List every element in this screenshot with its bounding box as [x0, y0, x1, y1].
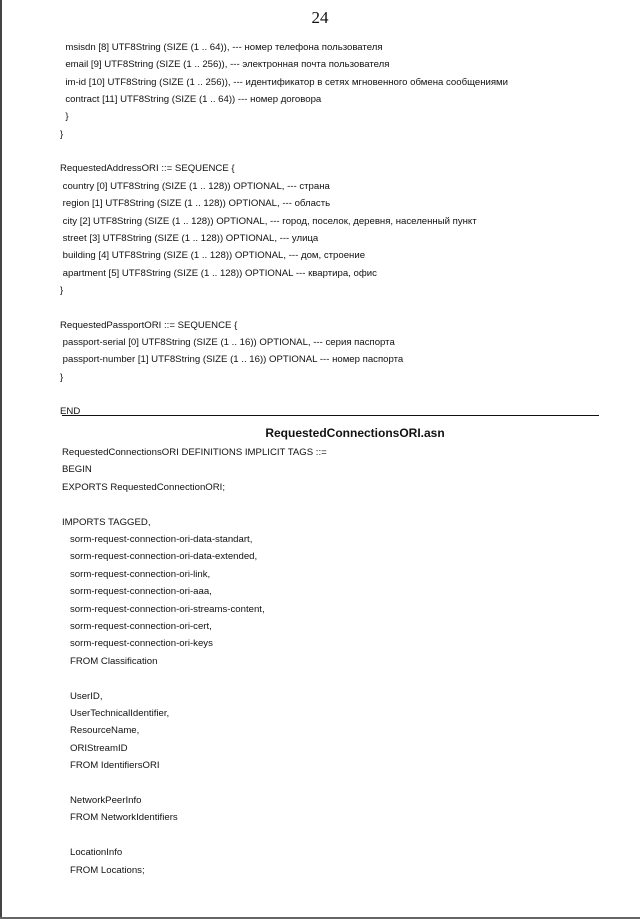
- code-line: END: [60, 406, 81, 418]
- code-line: RequestedPassportORI ::= SEQUENCE {: [60, 319, 238, 331]
- page-number: 24: [311, 8, 329, 27]
- code-line: }: [60, 111, 69, 123]
- code-line: EXPORTS RequestedConnectionORI;: [62, 481, 225, 493]
- section-divider: [62, 415, 599, 416]
- code-line: ORIStreamID: [62, 742, 128, 754]
- code-line: UserTechnicalIdentifier,: [62, 708, 170, 719]
- code-line: FROM IdentifiersORI: [62, 760, 160, 772]
- code-line: RequestedConnectionsORI DEFINITIONS IMPLICIT TAGS ::=: [62, 447, 327, 458]
- code-line: sorm-request-connection-ori-keys: [62, 638, 213, 650]
- code-line: sorm-request-connection-ori-aaa,: [62, 586, 212, 598]
- code-line: }: [60, 128, 64, 140]
- code-line: FROM Locations;: [62, 864, 145, 876]
- code-line: msisdn [8] UTF8String (SIZE (1 .. 64)), --- номер телефона пользователя: [60, 42, 383, 53]
- code-line: UserID,: [62, 690, 103, 702]
- code-line: ResourceName,: [62, 725, 140, 737]
- code-line: RequestedAddressORI ::= SEQUENCE {: [60, 163, 235, 175]
- code-line: sorm-request-connection-ori-cert,: [62, 621, 212, 632]
- scan-edge-left: [0, 0, 2, 919]
- code-line: sorm-request-connection-ori-streams-content,: [62, 603, 265, 615]
- code-line: building [4] UTF8String (SIZE (1 .. 128)) OPTIONAL, --- дом, строение: [60, 250, 366, 262]
- code-line: sorm-request-connection-ori-link,: [62, 568, 211, 580]
- code-line: }: [60, 371, 64, 383]
- code-line: FROM Classification: [62, 655, 158, 667]
- code-line: FROM NetworkIdentifiers: [62, 812, 178, 824]
- code-line: country [0] UTF8String (SIZE (1 .. 128)) OPTIONAL, --- страна: [60, 180, 330, 192]
- code-line: LocationInfo: [62, 847, 123, 859]
- code-line: BEGIN: [62, 464, 92, 476]
- code-line: street [3] UTF8String (SIZE (1 .. 128)) OPTIONAL, --- улица: [60, 232, 319, 244]
- code-line: contract [11] UTF8String (SIZE (1 .. 64)) --- номер договора: [60, 94, 322, 106]
- code-line: passport-number [1] UTF8String (SIZE (1 .. 16)) OPTIONAL --- номер паспорта: [60, 354, 404, 366]
- file-title: RequestedConnectionsORI.asn: [265, 426, 445, 440]
- code-line: apartment [5] UTF8String (SIZE (1 .. 128)) OPTIONAL --- квартира, офис: [60, 267, 377, 279]
- code-line: passport-serial [0] UTF8String (SIZE (1 .. 16)) OPTIONAL, --- серия паспорта: [60, 336, 395, 348]
- code-line: region [1] UTF8String (SIZE (1 .. 128)) OPTIONAL, --- область: [60, 198, 331, 210]
- code-line: NetworkPeerInfo: [62, 795, 142, 806]
- code-line: im-id [10] UTF8String (SIZE (1 .. 256)), --- идентификатор в сетях мгновенного обмена сообщениями: [60, 76, 509, 88]
- code-line: IMPORTS TAGGED,: [62, 516, 151, 528]
- code-line: sorm-request-connection-ori-data-standart,: [62, 534, 253, 545]
- code-line: city [2] UTF8String (SIZE (1 .. 128)) OPTIONAL, --- город, поселок, деревня, населенный пункт: [60, 215, 477, 227]
- code-line: sorm-request-connection-ori-data-extended,: [62, 551, 258, 563]
- code-line: email [9] UTF8String (SIZE (1 .. 256)), --- электронная почта пользователя: [60, 59, 390, 71]
- code-line: }: [60, 284, 64, 296]
